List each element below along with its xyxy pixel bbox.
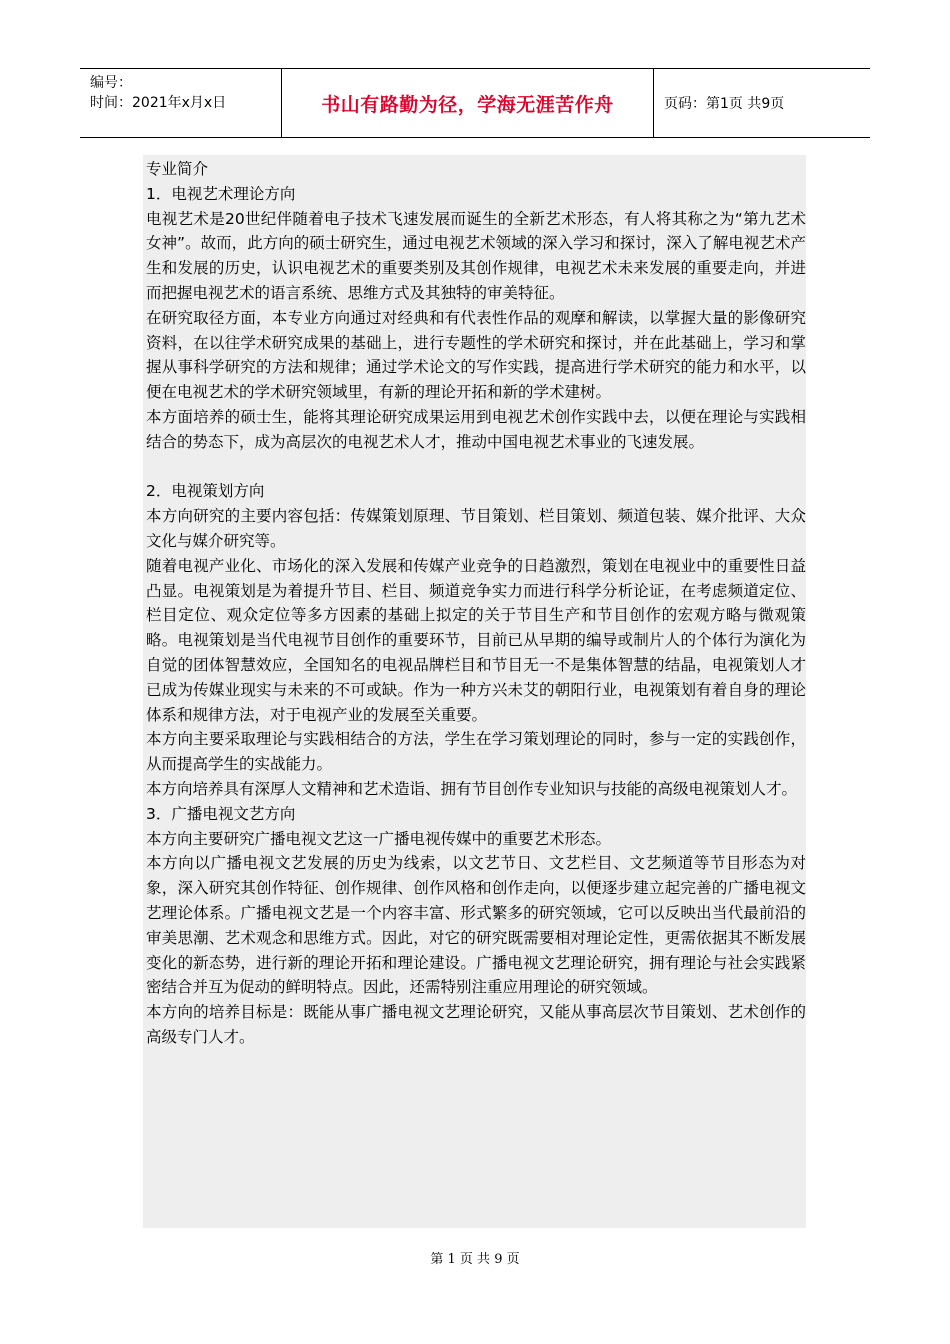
page-header [80,68,870,138]
paragraph: 本方向以广播电视文艺发展的历史为线索，以文艺节日、文艺栏目、文艺频道等节目形态为对象，深入研究其创作特征、创作规律、创作风格和创作走向，以便逐步建立起完善的广播电视文艺理论体系。广播电视文艺是一个内容丰富、形式繁多的研究领域，它可以反映出当代最前沿的审美思潮、艺术观念和思维方式。因此，对它的研究既需要相对理论定性，更需依据其不断发展变化的新态势，进行新的理论开拓和理论建设。广播电视文艺理论研究，拥有理论与社会实践紧密结合并互为促动的鲜明特点。因此，还需特别注重应用理论的研究领域。 [146,854,806,997]
paragraph: 本方面培养的硕士生，能将其理论研究成果运用到电视艺术创作实践中去，以便在理论与实践相结合的势态下，成为高层次的电视艺术人才，推动中国电视艺术事业的飞速发展。 [146,407,806,451]
section-title: 专业简介 [146,160,209,178]
page-footer: 第 1 页 共 9 页 [430,1252,520,1267]
paragraph: 本方向主要研究广播电视文艺这一广播电视传媒中的重要艺术形态。 [146,829,612,848]
document-time-label: 时间：2021年x月x日 [90,95,227,111]
heading-tv-planning: 2．电视策划方向 [146,482,265,501]
header-meta [80,69,282,137]
header-motto-cell [282,69,654,137]
blank-line [146,455,806,480]
heading-broadcast-tv-arts: 3．广播电视文艺方向 [146,804,296,823]
heading-tv-art-theory: 1．电视艺术理论方向 [146,184,296,203]
header-motto: 书山有路勤为径，学海无涯苦作舟 [321,93,614,116]
paragraph: 本方向研究的主要内容包括：传媒策划原理、节目策划、栏目策划、频道包装、媒介批评、大众文化与媒介研究等。 [146,507,806,550]
document-number-label: 编号： [90,75,132,91]
header-page-info: 页码：第1页 共9页 [664,96,785,112]
paragraph: 本方向培养具有深厚人文精神和艺术造诣、拥有节目创作专业知识与技能的高级电视策划人才。 [146,779,798,798]
header-page-cell [654,69,870,137]
paragraph: 电视艺术是20世纪伴随着电子技术飞速发展而诞生的全新艺术形态，有人将其称之为“第九艺术女神”。故而，此方向的硕士研究生，通过电视艺术领域的深入学习和探讨，深入了解电视艺术产生和发展的历史，认识电视艺术的重要类别及其创作规律，电视艺术未来发展的重要走向，并进而把握电视艺术的语言系统、思维方式及其独特的审美特征。 [146,209,806,302]
document-body [143,155,806,1228]
paragraph: 本方向的培养目标是：既能从事广播电视文艺理论研究，又能从事高层次节目策划、艺术创作的高级专门人才。 [146,1003,806,1046]
paragraph: 在研究取径方面，本专业方向通过对经典和有代表性作品的观摩和解读，以掌握大量的影像研究资料，在以往学术研究成果的基础上，进行专题性的学术研究和探讨，并在此基础上，学习和掌握从事科学研究的方法和规律；通过学术论文的写作实践，提高进行学术研究的能力和水平，以便在电视艺术的学术研究领域里，有新的理论开拓和新的学术建树。 [146,308,806,402]
paragraph: 本方向主要采取理论与实践相结合的方法，学生在学习策划理论的同时，参与一定的实践创作，从而提高学生的实战能力。 [146,730,806,774]
paragraph: 随着电视产业化、市场化的深入发展和传媒产业竞争的日趋激烈，策划在电视业中的重要性日益凸显。电视策划是为着提升节目、栏目、频道竞争实力而进行科学分析论证，在考虑频道定位、栏目定位、观众定位等多方因素的基础上拟定的关于节目生产和节目创作的宏观方略与微观策略。电视策划是当代电视节目创作的重要环节，目前已从早期的编导或制片人的个体行为演化为自觉的团体智慧效应，全国知名的电视品牌栏目和节目无一不是集体智慧的结晶，电视策划人才已成为传媒业现实与未来的不可或缺。作为一种方兴未艾的朝阳行业，电视策划有着自身的理论体系和规律方法，对于电视产业的发展至关重要。 [146,556,806,724]
